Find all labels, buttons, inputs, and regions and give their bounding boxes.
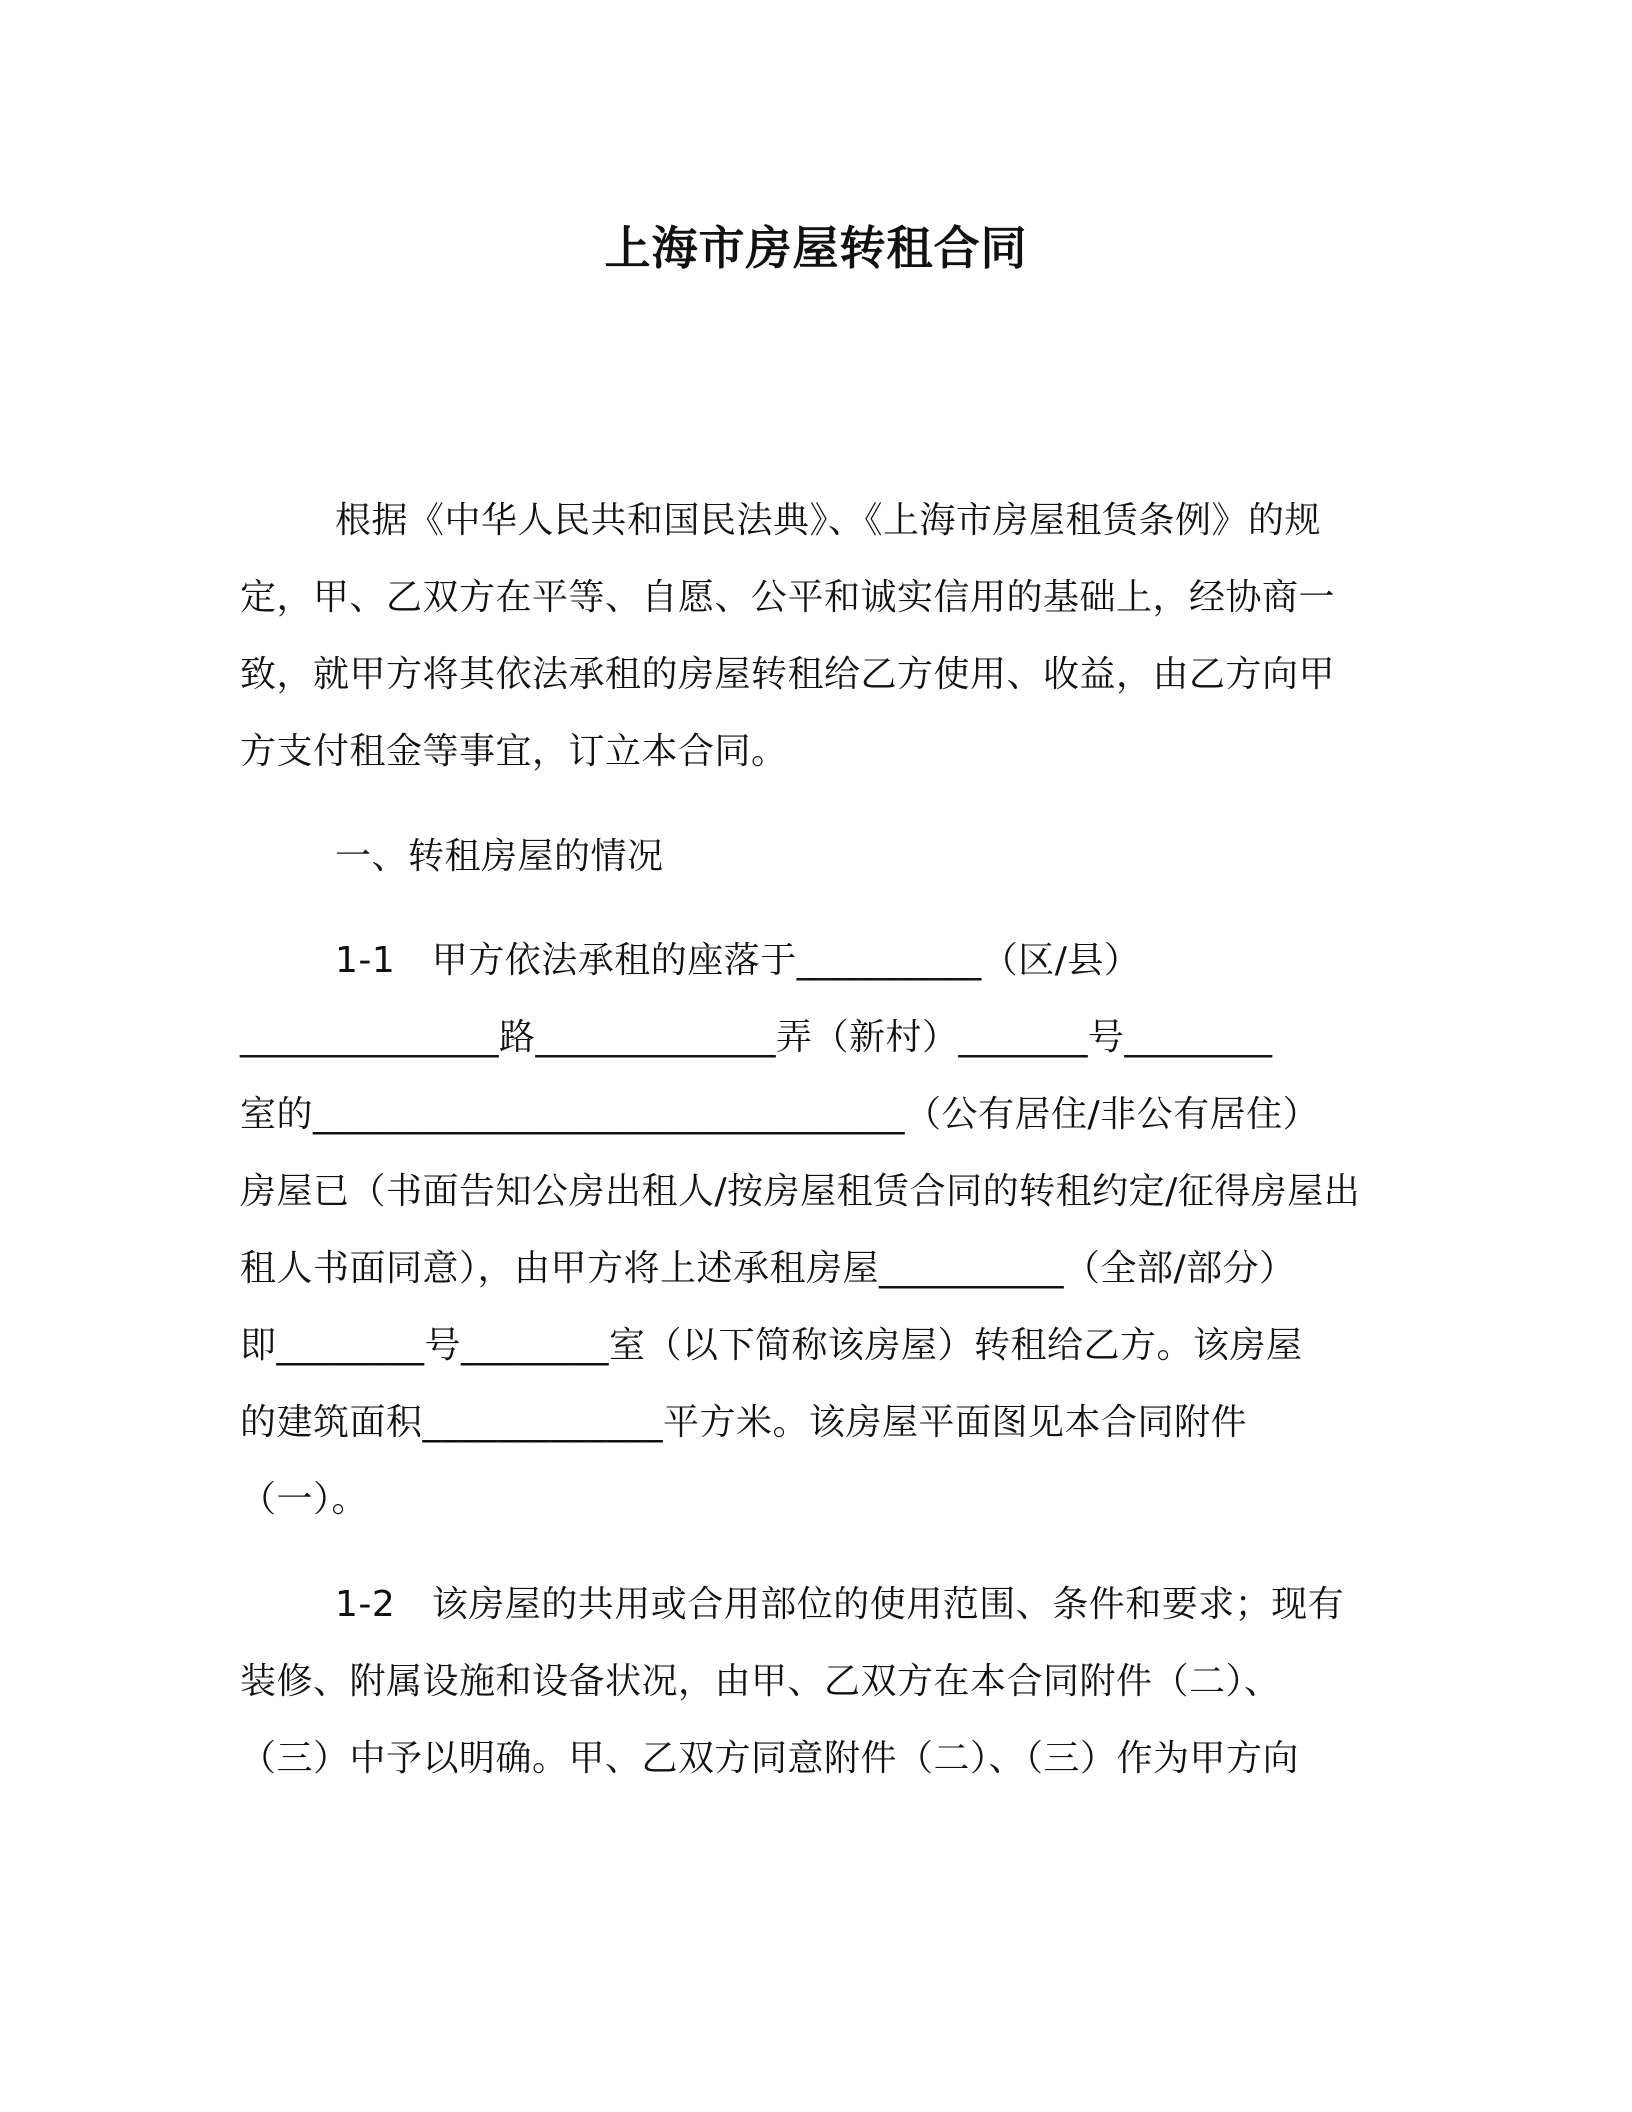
preamble-line: 定，甲、乙双方在平等、自愿、公平和诚实信用的基础上，经协商一 bbox=[240, 577, 1336, 618]
preamble-line: 根据《中华人民共和国民法典》、《上海市房屋租赁条例》的规 bbox=[335, 500, 1322, 541]
section-heading bbox=[240, 818, 1384, 895]
clause-line: （三）中予以明确。甲、乙双方同意附件（二）、（三）作为甲方向 bbox=[240, 1738, 1300, 1779]
clause-line: 1-1 甲方依法承租的座落于__________（区/县） bbox=[335, 940, 1141, 981]
clause-line: 的建筑面积_____________平方米。该房屋平面图见本合同附件 bbox=[240, 1402, 1248, 1443]
section-1-heading: 一、转租房屋的情况 bbox=[335, 836, 664, 877]
document-title: 上海市房屋转租合同 bbox=[604, 221, 1028, 275]
clause-line: 室的________________________________（公有居住/非公有居住） bbox=[240, 1094, 1320, 1135]
clause-line: 租人书面同意），由甲方将上述承租房屋__________（全部/部分） bbox=[240, 1248, 1296, 1289]
clause-1-2-paragraph bbox=[240, 1566, 1384, 1797]
clause-line: 即________号________室（以下简称该房屋）转租给乙方。该房屋 bbox=[240, 1325, 1303, 1366]
clause-line: 1-2 该房屋的共用或合用部位的使用范围、条件和要求；现有 bbox=[335, 1584, 1345, 1625]
preamble-line: 方支付租金等事宜，订立本合同。 bbox=[240, 731, 788, 772]
clause-line: 装修、附属设施和设备状况，由甲、乙双方在本合同附件（二）、 bbox=[240, 1661, 1281, 1702]
preamble-paragraph bbox=[240, 482, 1384, 790]
clause-1-1-paragraph bbox=[240, 922, 1384, 1538]
clause-line: ______________路_____________弄（新村）_______号________ bbox=[240, 1017, 1273, 1058]
clause-line: 房屋已（书面告知公房出租人/按房屋租赁合同的转租约定/征得房屋出 bbox=[240, 1171, 1361, 1212]
preamble-line: 致，就甲方将其依法承租的房屋转租给乙方使用、收益，由乙方向甲 bbox=[240, 654, 1336, 695]
clause-line: （一）。 bbox=[240, 1479, 369, 1520]
